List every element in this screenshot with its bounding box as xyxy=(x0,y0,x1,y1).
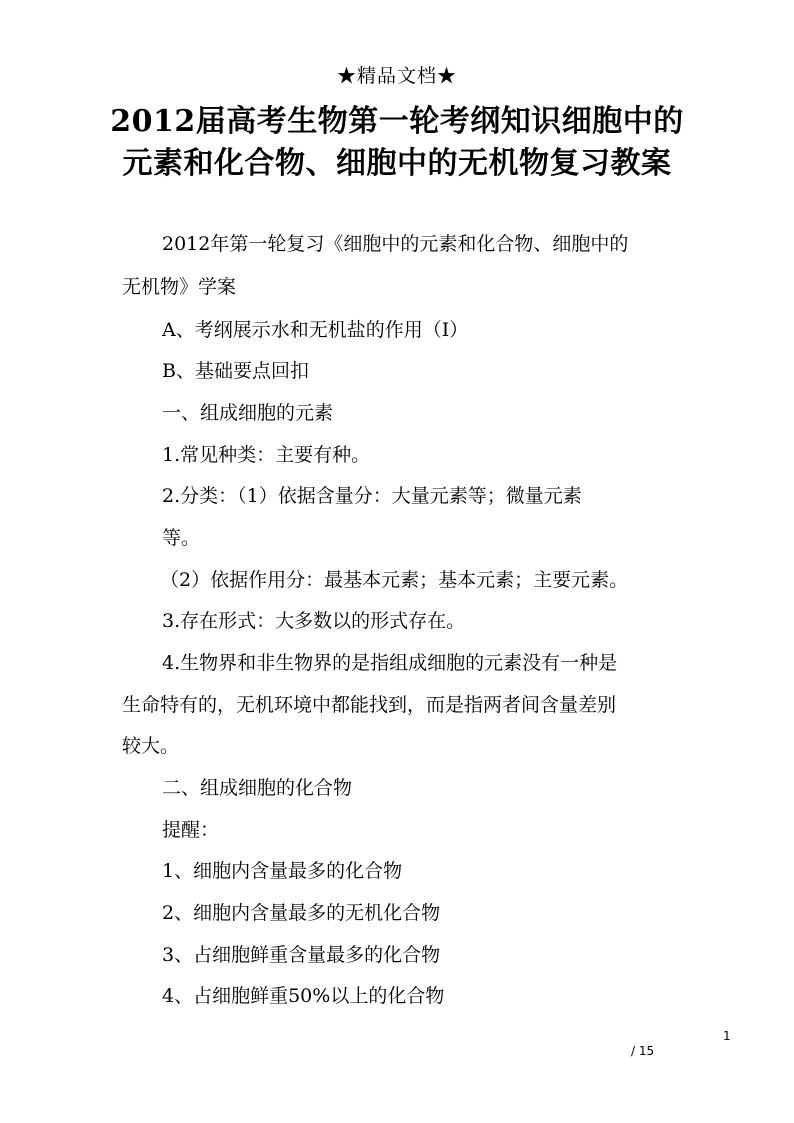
paragraph-line: 提醒： xyxy=(162,819,220,841)
document-header-mark: ★精品文档★ xyxy=(336,65,457,87)
paragraph-line: 4.生物界和非生物界的是指组成细胞的元素没有一种是 xyxy=(162,652,618,674)
section-heading: 一、组成细胞的元素 xyxy=(162,402,334,424)
document-title xyxy=(90,101,704,185)
page-total: / 15 xyxy=(631,1044,655,1058)
paragraph-line: 无机物》学案 xyxy=(122,276,237,298)
paragraph-line: 1.常见种类：主要有种。 xyxy=(162,444,371,466)
document-title-line-1: 2012届高考生物第一轮考纲知识细胞中的 xyxy=(110,104,684,139)
paragraph-line: 较大。 xyxy=(122,735,180,757)
paragraph-line: A、考纲展示水和无机盐的作用（I） xyxy=(162,319,469,341)
paragraph-line: 3.存在形式：大多数以的形式存在。 xyxy=(162,610,466,632)
paragraph-line: B、基础要点回扣 xyxy=(162,360,309,382)
paragraph-line: 生命特有的，无机环境中都能找到，而是指两者间含量差别 xyxy=(122,694,617,716)
page-number: 1 xyxy=(723,1029,731,1043)
list-item: 4、占细胞鲜重50%以上的化合物 xyxy=(162,985,445,1007)
document-title-line-2: 元素和化合物、细胞中的无机物复习教案 xyxy=(122,146,672,181)
paragraph-line: 2.分类：（1）依据含量分：大量元素等；微量元素 xyxy=(162,485,582,507)
list-item: 2、细胞内含量最多的无机化合物 xyxy=(162,902,441,924)
list-item: 1、细胞内含量最多的化合物 xyxy=(162,860,403,882)
section-heading: 二、组成细胞的化合物 xyxy=(162,777,353,799)
paragraph-line: 等。 xyxy=(162,527,201,549)
list-item: 3、占细胞鲜重含量最多的化合物 xyxy=(162,944,441,966)
paragraph-line: 2012年第一轮复习《细胞中的元素和化合物、细胞中的 xyxy=(162,233,629,255)
paragraph-line: （2）依据作用分：最基本元素；基本元素；主要元素。 xyxy=(160,569,629,591)
